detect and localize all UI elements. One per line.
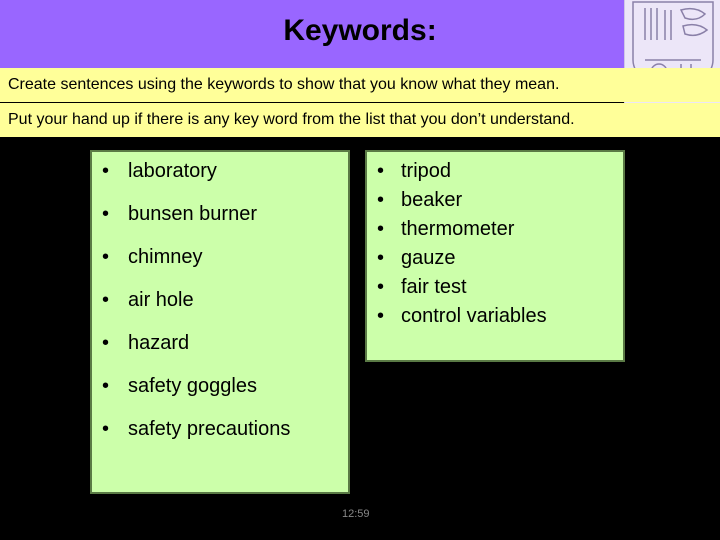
page-title: Keywords: — [283, 14, 437, 47]
instruction-line-2: Put your hand up if there is any key word from the list that you don’t understand. — [0, 103, 720, 137]
keyword-item: • tripod — [377, 160, 452, 182]
footer-timestamp: 12:59 — [342, 508, 370, 520]
keyword-item: • beaker — [377, 189, 463, 211]
header-bar — [0, 0, 720, 68]
keyword-item: • air hole — [102, 289, 194, 311]
keyword-item: • thermometer — [377, 218, 515, 240]
keyword-item: • hazard — [102, 332, 190, 354]
keyword-box-right — [365, 150, 625, 362]
keyword-item: • control variables — [377, 305, 547, 327]
keyword-item: • fair test — [377, 276, 467, 298]
keyword-item: • safety precautions — [102, 418, 291, 440]
keyword-item: • chimney — [102, 246, 203, 268]
instruction-line-1: Create sentences using the keywords to show that you know what they mean. — [0, 68, 720, 102]
keyword-item: • safety goggles — [102, 375, 257, 397]
keyword-item: • gauze — [377, 247, 456, 269]
keyword-item: • laboratory — [102, 160, 217, 182]
keyword-box-left — [90, 150, 350, 494]
keyword-item: • bunsen burner — [102, 203, 257, 225]
